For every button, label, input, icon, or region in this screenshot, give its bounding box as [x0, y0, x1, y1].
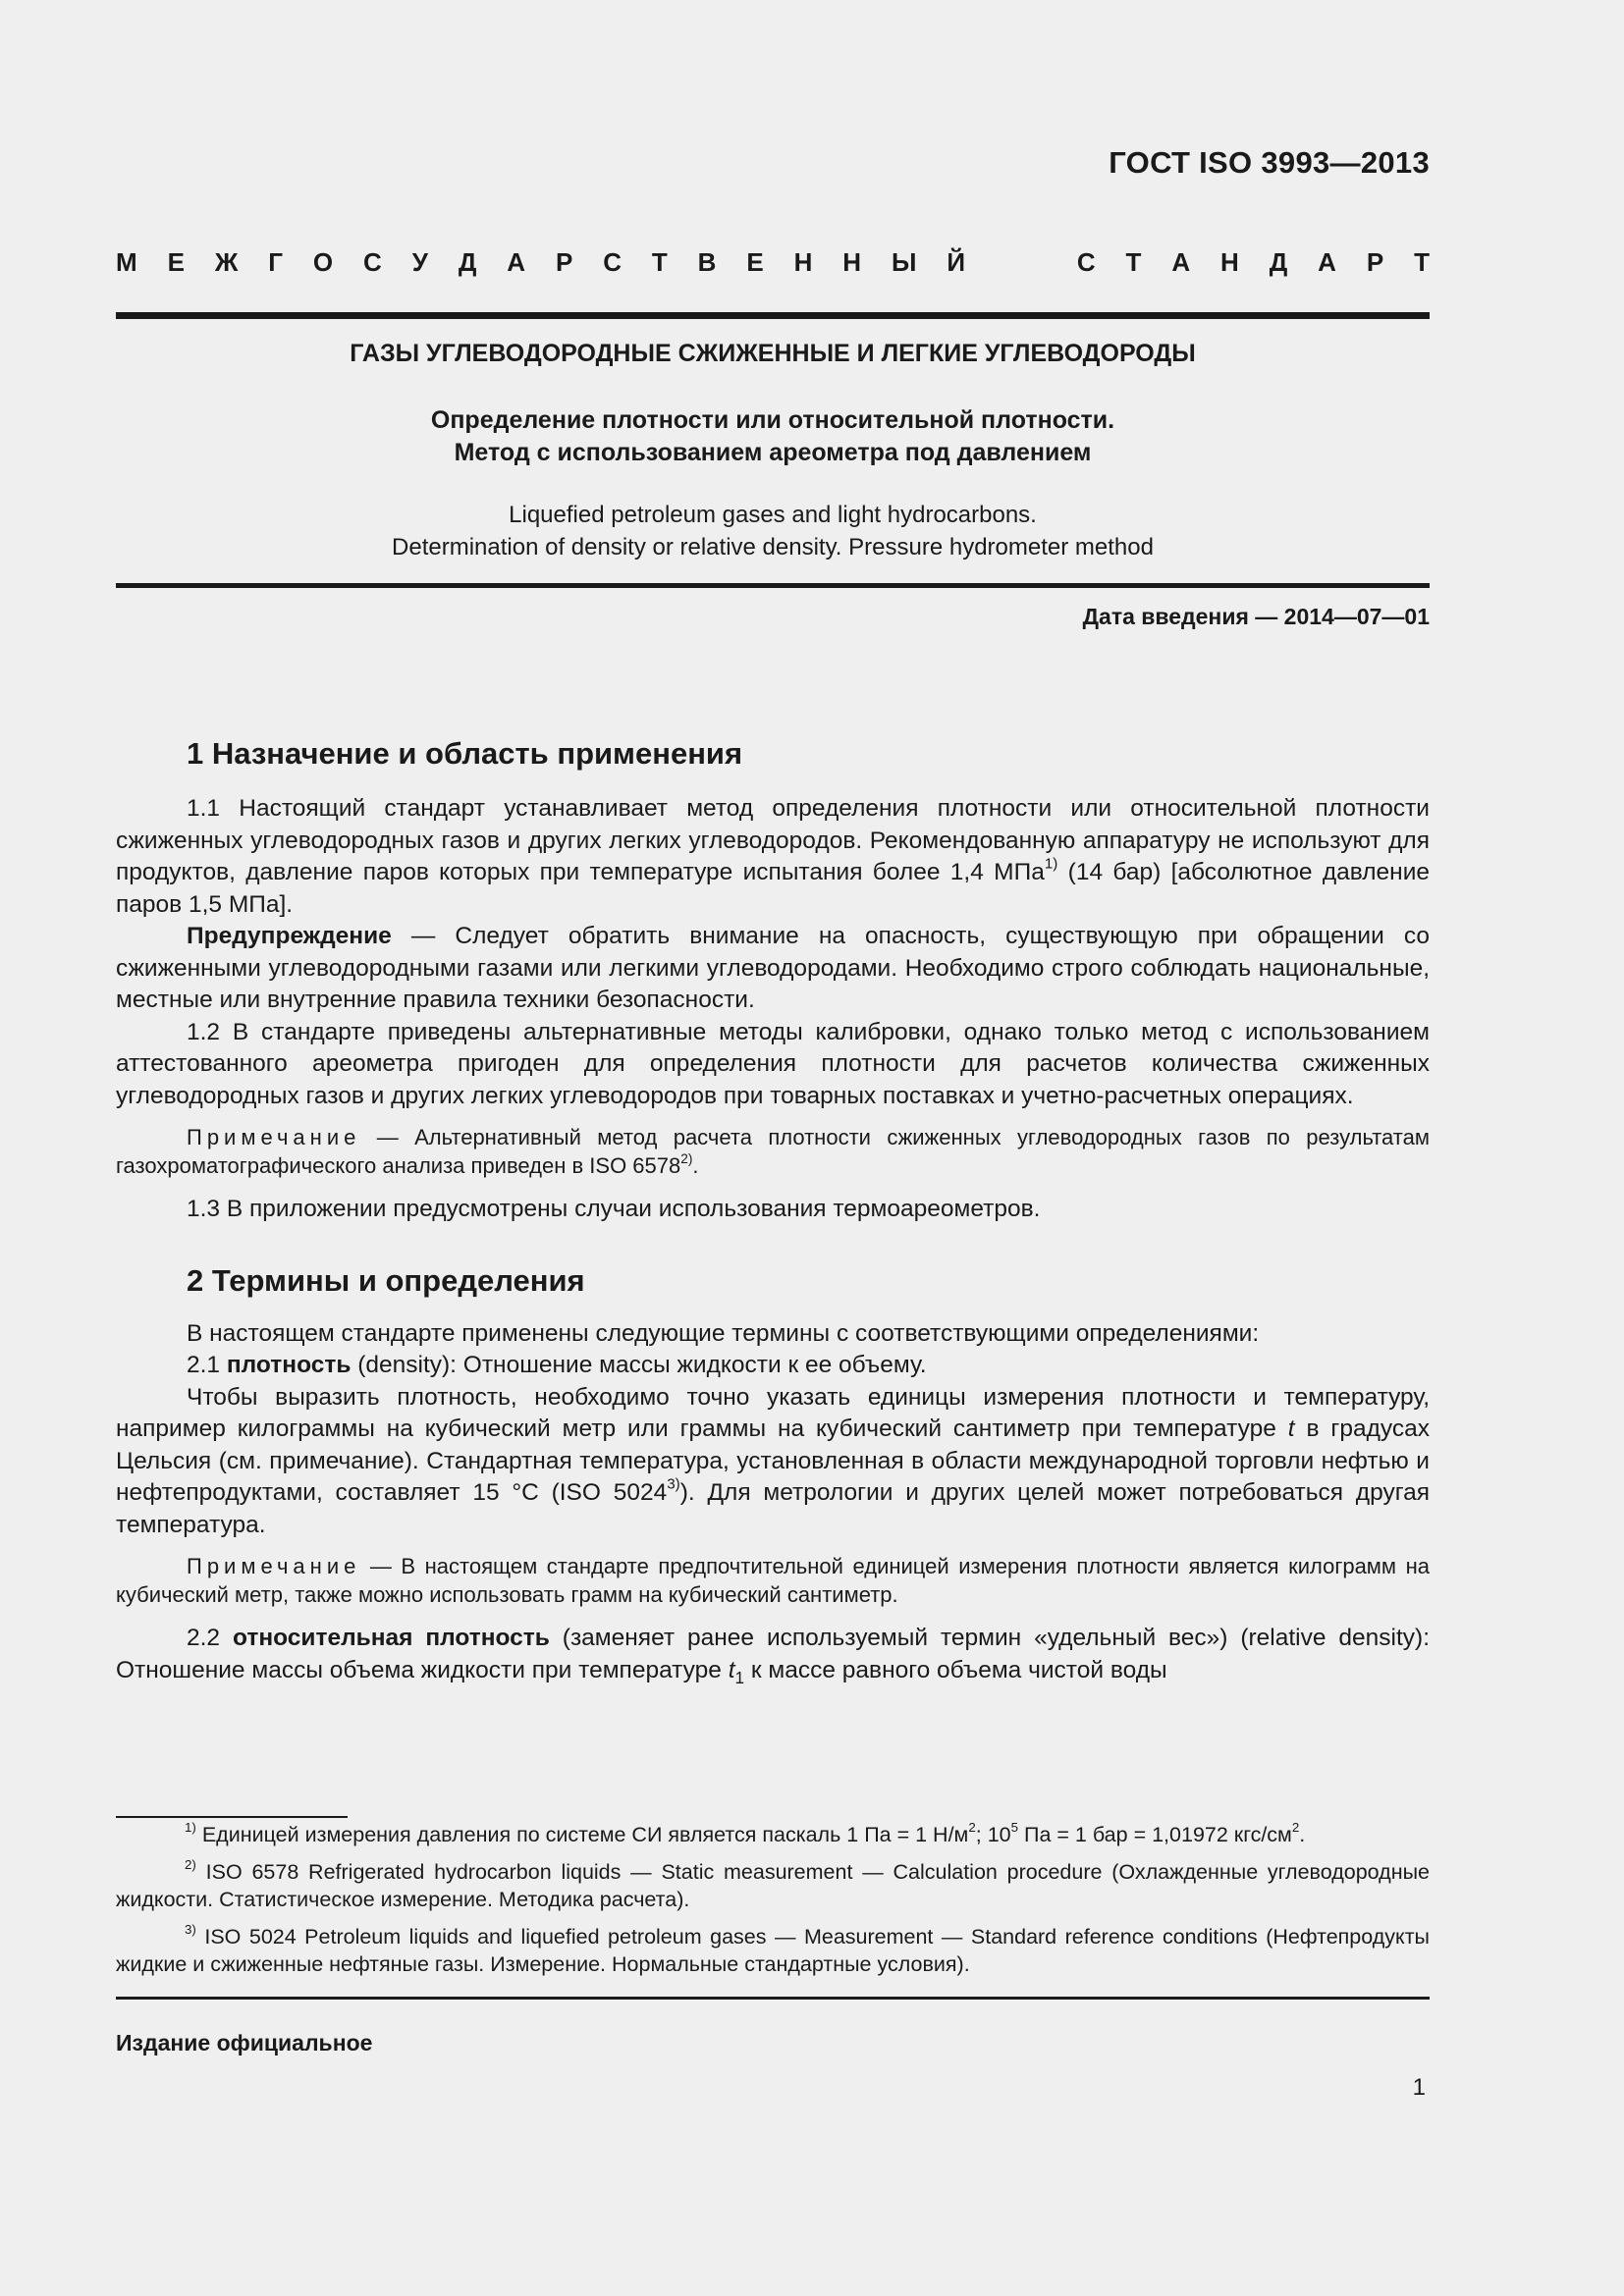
warning-label: Предупреждение — [187, 923, 392, 949]
footnote: $^{3)}$ ISO 5024 Petroleum liquids and liquefied petroleum gases — Measurement — Standard reference conditions (Нефтепродукты жидкие и сжиженные нефтяные газы. Измерение. Нормальные стандартные условия). — [116, 1922, 1430, 1976]
page-number: 1 — [1412, 2074, 1426, 2101]
banner-letter: М — [116, 247, 137, 277]
subtitle-line: Определение плотности или относительной плотности. — [430, 406, 1115, 434]
clause-2-2: 2.2 относительная плотность (заменяет ранее используемый термин «удельный вес») (relative density): Отношение массы объема жидкости при температуре $t_1$ к массе равного объема чистой воды — [116, 1625, 1431, 1687]
banner-letter: Н — [793, 247, 813, 277]
document-body — [116, 734, 1430, 1686]
note-paragraph: Примечание — Альтернативный метод расчета плотности сжиженных углеводородных газов по результатам газохроматографического анализа приведен в ISO 6578$^{2)}$. — [116, 1125, 1430, 1178]
banner-letter: Т — [1414, 247, 1430, 277]
banner-letter: Ж — [214, 247, 239, 277]
banner-letter: С — [603, 247, 622, 277]
footnote: $^{1)}$ Единицей измерения давления по системе СИ является паскаль 1 Па = 1 $Н/м^2$; $10^5$ Па = 1 бар = 1,01972 кгс/$см^2$. — [185, 1820, 1306, 1846]
english-title-line: Determination of density or relative density. Pressure hydrometer method — [392, 534, 1154, 561]
banner-letter: Ы — [891, 247, 917, 277]
footnote-separator — [116, 1816, 348, 1818]
section-heading: 1 Назначение и область применения — [187, 736, 743, 771]
english-title-line: Liquefied petroleum gases and light hydrocarbons. — [509, 502, 1037, 528]
banner-letter: Н — [842, 247, 862, 277]
banner-letter: Д — [458, 247, 477, 277]
clause-1-2: 1.2 В стандарте приведены альтернативные методы калибровки, однако только метод с использованием аттестованного ареометра пригоден для определения плотности для расчетов количества сжиженных углеводородных газов и других легких углеводородов при товарных поставках и учетно-расчетных операциях. — [116, 1018, 1430, 1109]
banner-letter: С — [1076, 247, 1096, 277]
clause-1-3: 1.3 В приложении предусмотрены случаи использования термоареометров. — [187, 1196, 1041, 1222]
document-title: ГАЗЫ УГЛЕВОДОРОДНЫЕ СЖИЖЕННЫЕ И ЛЕГКИЕ УГЛЕВОДОРОДЫ — [350, 340, 1196, 367]
clause-2-1: 2.1 плотность (density): Отношение массы жидкости к ее объему. — [187, 1352, 927, 1378]
banner-letter: В — [697, 247, 717, 277]
header-rule — [116, 312, 1430, 319]
edition-label: Издание официальное — [116, 2030, 373, 2056]
banner-letter: Е — [167, 247, 185, 277]
footnote-ref: 3) — [667, 1475, 680, 1493]
banner-letter: У — [411, 247, 428, 277]
term: плотность — [226, 1352, 352, 1378]
terms-intro: В настоящем стандарте применены следующие термины с соответствующими определениями: — [187, 1319, 1260, 1347]
footnotes — [116, 1821, 1430, 1988]
clause-2-1-explanation: Чтобы выразить плотность, необходимо точно указать единицы измерения плотности и температуру, например килограммы на кубический метр или граммы на кубический сантиметр при температуре t в градусах Цельсия (см. примечание). Стандартная температура, установленная в области международной торговли нефтью и нефтепродуктами, составляет 15 °С (ISO 5024$^{3)}$). Для метрологии и других целей может потребоваться другая температура. — [116, 1383, 1430, 1538]
section-heading: 2 Термины и определения — [187, 1262, 585, 1298]
banner-letter: Р — [1366, 247, 1384, 277]
banner-letter: С — [363, 247, 382, 277]
standard-type-banner — [116, 247, 1430, 278]
banner-letter: Р — [555, 247, 573, 277]
clause-1-1: 1.1 Настоящий стандарт устанавливает метод определения плотности или относительной плотности сжиженных углеводородных газов и других легких углеводородов. Рекомендованную аппаратуру не используют для продуктов, давление паров которых при температуре испытания более 1,4 МПа$^{1)}$ (14 бар) [абсолютное давление паров 1,5 МПа]. — [116, 795, 1431, 918]
term: относительная плотность — [232, 1625, 550, 1651]
banner-letter: Г — [268, 247, 283, 277]
warning-paragraph: Предупреждение — Следует обратить внимание на опасность, существующую при обращении со сжиженными углеводородными газами или легкими углеводородами. Необходимо строго соблюдать национальные, местные или внутренние правила техники безопасности. — [116, 923, 1430, 1013]
note-label: Примечание — [187, 1125, 361, 1149]
banner-letter: Т — [651, 247, 668, 277]
banner-letter: Е — [746, 247, 764, 277]
introduction-date: Дата введения — 2014—07—01 — [1082, 604, 1430, 629]
banner-letter: Д — [1269, 247, 1288, 277]
footnote-ref: 2) — [680, 1150, 693, 1166]
banner-letter: А — [1171, 247, 1191, 277]
note-label: Примечание — [187, 1554, 361, 1578]
footnote: $^{2)}$ ISO 6578 Refrigerated hydrocarbon liquids — Static measurement — Calculation procedure (Охлажденные углеводородные жидкости. Статистическое измерение. Методика расчета). — [116, 1857, 1430, 1911]
title-rule — [116, 583, 1430, 588]
english-title — [116, 499, 1430, 563]
document-subtitle — [116, 404, 1430, 469]
note-paragraph: Примечание — В настоящем стандарте предпочтительной единицей измерения плотности является килограмм на кубический метр, также можно использовать грамм на кубический сантиметр. — [116, 1554, 1430, 1607]
banner-letter: А — [1318, 247, 1336, 277]
banner-letter: О — [312, 247, 334, 277]
banner-letter: Н — [1220, 247, 1239, 277]
banner-letter: Т — [1125, 247, 1142, 277]
banner-letter: А — [507, 247, 526, 277]
footer-rule — [116, 1997, 1430, 2000]
footnote-ref: 1) — [1044, 855, 1058, 873]
subtitle-line: Метод с использованием ареометра под давлением — [454, 439, 1092, 466]
banner-letter: Й — [947, 247, 966, 277]
standard-code: ГОСТ ISO 3993—2013 — [1109, 145, 1430, 180]
banner-gap — [996, 247, 1047, 278]
